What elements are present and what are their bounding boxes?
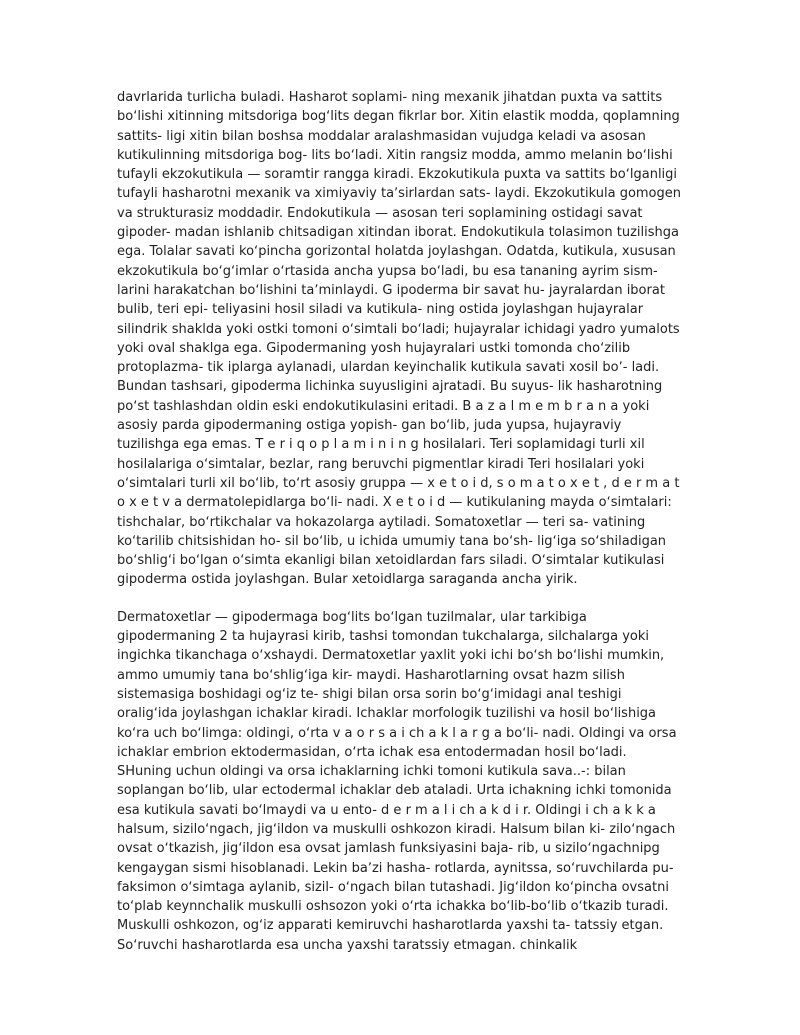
body-paragraph-2: Dermatoxetlar — gipodermaga bogʻlits boʻlgan tuzilmalar, ular tarkibiga gipodermaning 2 ta hujayrasi kirib, tashsi tomondan tukchalarga, silchalarga yoki ingichka tikanchaga oʻxshaydi. Dermatoxetlar yaxlit yoki ichi boʻsh boʻlishi mumkin, ammo umumiy tana boʻshligʻiga kir- maydi. Hasharotlarning ovsat hazm silish sistemasiga boshidagi ogʻiz te- shigi bilan orsa sorin boʻgʻimidagi anal teshigi oraligʻida joylashgan ichaklar kiradi. Ichaklar morfologik tuzilishi va hosil boʻlishiga koʻra uch boʻlimga: oldingi, oʻrta v a o r s a i ch a k l a r g a boʻli- nadi. Oldingi va orsa ichaklar embrion ektodermasidan, oʻrta ichak esa entodermadan hosil boʻladi. SHuning uchun oldingi va orsa ichaklarning ichki tomoni kutikula sava..-: bilan soplangan boʻlib, ular ectodermal ichaklar deb ataladi. Urta ichakning ichki tomonida esa kutikula savati boʻlmaydi va u ento- d e r m a l i ch a k d i r. Oldingi i ch a k k a halsum, siziloʻngach, jigʻildon va muskulli oshkozon kiradi. Halsum bilan ki- ziloʻngach ovsat oʻtkazish, jigʻildon esa ovsat jamlash funksiyasini baja- rib, u siziloʻngachnipg kengaygan sismi hisoblanadi. Lekin baʼzi hasha- rotlarda, aynitssa, soʻruvchilarda pu- faksimon oʻsimtaga aylanib, sizil- oʻngach bilan tutashadi. Jigʻildon koʻpincha ovsatni toʻplab keynnchalik muskulli oshsozon yoki oʻrta ichakka boʻlib-boʻlib oʻtkazib turadi. Muskulli oshkozon, ogʻiz apparati kemiruvchi hasharotlarda yaxshi ta- tatssiy etgan. Soʻruvchi hasharotlarda esa uncha yaxshi taratssiy etmagan. chinkalik [117,609,677,953]
document-page [117,88,684,955]
body-paragraph-1: davrlarida turlicha buladi. Hasharot soplami- ning mexanik jihatdan puxta va sattits boʻlishi xitinning mitsdoriga bogʻlits degan fikrlar bor. Xitin elastik modda, qoplamning sattits- ligi xitin bilan boshsa moddalar aralashmasidan vujudga keladi va asosan kutikulinning mitsdoriga bog- lits boʻladi. Xitin rangsiz modda, ammo melanin boʻlishi tufayli ekzokutikula — soramtir rangga kiradi. Ekzokutikula puxta va sattits boʻlganligi tufayli hasharotni mexanik va ximiyaviy taʼsirlardan sats- laydi. Ekzokutikula gomogen va strukturasiz moddadir. Endokutikula — asosan teri soplamining ostidagi savat gipoder- madan ishlanib chitsadigan xitindan iborat. Endokutikula tolasimon tuzilishga ega. Tolalar savati koʻpincha gorizontal holatda joylashgan. Odatda, kutikula, xususan ekzokutikula boʻgʻimlar oʻrtasida ancha yupsa boʻladi, bu esa tananing ayrim sism- larini harakatchan boʻlishini taʼminlaydi. G ipoderma bir savat hu- jayralardan iborat bulib, teri epi- teliyasini hosil siladi va kutikula- ning ostida joylashgan hujayralar silindrik shaklda yoki ostki tomoni oʻsimtali boʻladi; hujayralar ichidagi yadro yumalots yoki oval shaklga ega. Gipodermaning yosh hujayralari ustki tomonda choʻzilib protoplazma- tik iplarga aylanadi, ulardan keyinchalik kutikula savati xosil boʼ- ladi. Bundan tashsari, gipoderma lichinka suyusligini ajratadi. Bu suyus- lik hasharotning poʻst tashlashdan oldin eski endokutikulasini eritadi. B a z a l m e m b r a n a yoki asosiy parda gipodermaning ostiga yopish- gan boʻlib, juda yupsa, hujayraviy tuzilishga ega emas. T e r i q o p l a m i n i n g hosilalari. Teri soplamidagi turli xil hosilalariga oʻsimtalar, bezlar, rang beruvchi pigmentlar kiradi Teri hosilalari yoki oʻsimtalari turli xil boʻlib, toʻrt asosiy gruppa — x e t o i d, s o m a t o x e t , d e r m a t o x e t v a dermatolepidlarga boʻli- nadi. X e t o i d — kutikulaning mayda oʻsimtalari: tishchalar, boʻrtikchalar va hokazolarga aytiladi. Somatoxetlar — teri sa- vatining koʻtarilib chitsishidan ho- sil boʻlib, u ichida umumiy tana boʻsh- ligʻiga soʻshiladigan boʻshligʻi boʻlgan oʻsimta ekanligi bilan xetoidlardan fars siladi. Oʻsimtalar kutikulasi gipoderma ostida joylashgan. Bular xetoidlarga saraganda ancha yirik. [117,90,682,588]
